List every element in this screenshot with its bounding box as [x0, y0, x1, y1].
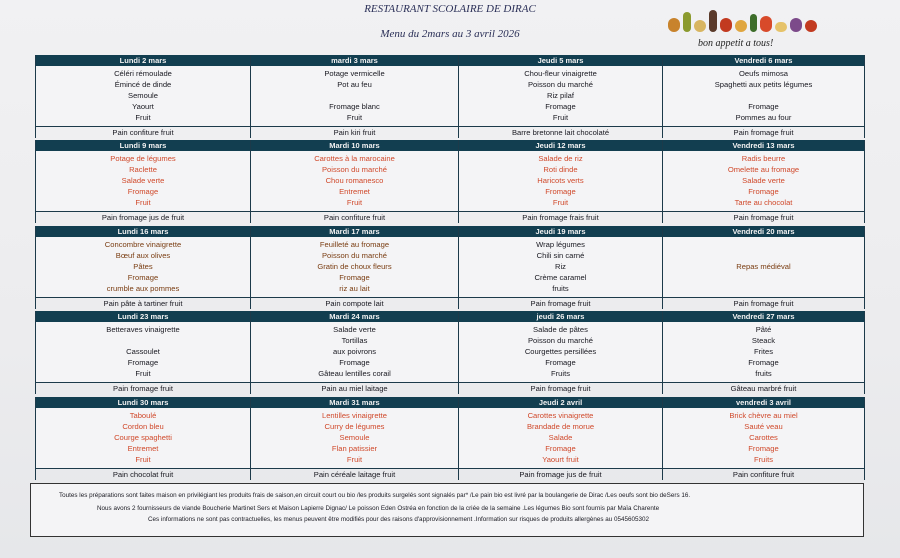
- day-cell: [662, 140, 865, 223]
- menu-item: Gratin de choux fleurs: [317, 262, 392, 271]
- menu-item: Salade verte: [333, 325, 376, 334]
- menu-item: Fromage: [339, 273, 370, 282]
- menu-item: Chou-fleur vinaigrette: [524, 69, 597, 78]
- menu-item: Fromage: [545, 444, 576, 453]
- footer-line-3: Ces informations ne sont pas contractuelles, les menus peuvent être modifiés pour des raisons d'approvisionnement .Information sur risques de produits allergènes au 0545605302: [148, 516, 650, 523]
- snack-label: Pain au miel laitage: [321, 384, 388, 393]
- day-menu: [251, 66, 458, 127]
- day-menu: [459, 66, 662, 127]
- menu-item: Fruit: [346, 198, 363, 207]
- day-menu: [36, 408, 250, 469]
- day-menu: [663, 322, 864, 383]
- day-menu: [36, 151, 250, 212]
- day-cell: [35, 226, 251, 309]
- day-header: Lundi 30 mars: [36, 397, 250, 408]
- day-header: Mardi 17 mars: [251, 226, 458, 237]
- day-cell: [458, 226, 663, 309]
- day-header: Jeudi 19 mars: [459, 226, 662, 237]
- menu-item: Brandade de morue: [526, 422, 595, 431]
- menu-item: Fromage: [748, 444, 779, 453]
- menu-item: Tortillas: [341, 336, 368, 345]
- day-menu: [36, 66, 250, 127]
- menu-item: Fruit: [346, 455, 363, 464]
- snack-label: Gâteau marbré fruit: [730, 384, 797, 393]
- week-row: [35, 55, 863, 138]
- day-header: mardi 3 mars: [251, 55, 458, 66]
- menu-item: Entremet: [127, 444, 159, 453]
- menu-item: Fruits: [551, 369, 570, 378]
- day-cell: [458, 140, 663, 223]
- menu-item: crumble aux pommes: [106, 284, 180, 293]
- day-cell: [662, 397, 865, 480]
- snack-label: Pain fromage fruit: [733, 299, 794, 308]
- menu-item: Omelette au fromage: [727, 165, 800, 174]
- logo: [668, 6, 828, 56]
- menu-item: Cordon bleu: [122, 422, 164, 431]
- menu-item: Frites: [754, 347, 773, 356]
- menu-item: Fruit: [346, 113, 363, 122]
- menu-item: Betteraves vinaigrette: [106, 325, 180, 334]
- menu-item: Semoule: [339, 433, 370, 442]
- snack-label: Pain kiri fruit: [333, 128, 376, 137]
- day-cell: [250, 311, 459, 394]
- day-menu: [251, 151, 458, 212]
- snack-label: Pain fromage jus de fruit: [519, 470, 602, 479]
- day-cell: [35, 140, 251, 223]
- day-cell: [662, 311, 865, 394]
- logo-slogan: bon appetit a tous!: [698, 38, 774, 49]
- menu-item: Raclette: [129, 165, 157, 174]
- day-header: Mardi 10 mars: [251, 140, 458, 151]
- menu-item: Feuilleté au fromage: [319, 240, 390, 249]
- day-cell: [458, 397, 663, 480]
- snack-label: Pain confiture fruit: [732, 470, 795, 479]
- menu-item: Yaourt fruit: [542, 455, 579, 464]
- day-header: Mardi 31 mars: [251, 397, 458, 408]
- menu-item: Fromage: [748, 102, 779, 111]
- menu-item: Roti dinde: [543, 165, 578, 174]
- menu-item: Fromage: [545, 358, 576, 367]
- menu-item: Poisson du marché: [321, 165, 387, 174]
- snack-label: Pain fromage frais fruit: [522, 213, 599, 222]
- menu-item: Riz pilaf: [546, 91, 574, 100]
- menu-item: Fruit: [552, 198, 569, 207]
- day-cell: [250, 55, 459, 138]
- day-menu: [663, 66, 864, 127]
- menu-item: Fruit: [135, 455, 151, 464]
- snack-label: Pain fromage fruit: [113, 384, 173, 393]
- week-row: [35, 140, 863, 223]
- snack-label: Pain fromage fruit: [733, 128, 794, 137]
- menu-item: Fruit: [135, 113, 151, 122]
- day-cell: [35, 311, 251, 394]
- day-cell: [35, 55, 251, 138]
- snack-label: Pain céréale laitage fruit: [313, 470, 396, 479]
- day-header: Lundi 2 mars: [36, 55, 250, 66]
- day-menu: [459, 322, 662, 383]
- day-menu: [251, 322, 458, 383]
- day-header: Lundi 16 mars: [36, 226, 250, 237]
- menu-item: fruits: [755, 369, 772, 378]
- menu-item: Chou romanesco: [325, 176, 384, 185]
- menu-item: aux poivrons: [332, 347, 377, 356]
- snack-label: Pain fromage fruit: [530, 384, 591, 393]
- menu-item: Riz: [555, 262, 566, 271]
- menu-item: Potage de légumes: [110, 154, 176, 163]
- menu-item: Fromage: [127, 187, 159, 196]
- menu-item: Haricots verts: [537, 176, 584, 185]
- menu-item: fruits: [552, 284, 569, 293]
- day-header: Jeudi 12 mars: [459, 140, 662, 151]
- menu-item: Courge spaghetti: [114, 433, 172, 442]
- day-cell: [458, 55, 663, 138]
- week-row: [35, 397, 863, 480]
- day-header: jeudi 26 mars: [459, 311, 662, 322]
- menu-item: Potage vermicelle: [324, 69, 385, 78]
- day-menu: [459, 408, 662, 469]
- menu-item: riz au lait: [339, 284, 370, 293]
- menu-item: Poisson du marché: [527, 80, 593, 89]
- menu-item: Steack: [751, 336, 776, 345]
- menu-item: Radis beurre: [741, 154, 786, 163]
- menu-item: Fruit: [135, 198, 151, 207]
- menu-item: Salade de riz: [538, 154, 583, 163]
- menu-item: Courgettes persillées: [524, 347, 597, 356]
- day-menu: [251, 237, 458, 298]
- menu-item: Entremet: [339, 187, 370, 196]
- menu-item: Taboulé: [129, 411, 157, 420]
- footer-line-2: Nous avons 2 fournisseurs de viande Boucherie Martinet Sers et Maison Lapierre Dignac/ Le poisson Eden Ostréa en fonction de la criée de la semaine .Les légumes Bio sont fournis par Maïa Charente: [97, 505, 660, 512]
- menu-item: Carottes vinaigrette: [527, 411, 594, 420]
- menu-item: Fromage: [127, 358, 159, 367]
- snack-label: Pain compote lait: [325, 299, 384, 308]
- menu-item: Fromage blanc: [329, 102, 380, 111]
- day-menu: [663, 237, 864, 298]
- menu-item: Repas médiéval: [736, 262, 791, 271]
- menu-item: Fruit: [552, 113, 569, 122]
- day-cell: [250, 397, 459, 480]
- menu-item: Fromage: [748, 358, 779, 367]
- menu-item: Semoule: [128, 91, 158, 100]
- menu-item: Tarte au chocolat: [734, 198, 793, 207]
- snack-label: Pain fromage fruit: [733, 213, 794, 222]
- footer-notes: [30, 483, 864, 537]
- menu-item: Fromage: [748, 187, 779, 196]
- menu-item: Chili sin carné: [536, 251, 585, 260]
- menu-item: Salade de pâtes: [533, 325, 588, 334]
- menu-item: Pot au feu: [337, 80, 372, 89]
- menu-item: Lentilles vinaigrette: [321, 411, 387, 420]
- day-header: Vendredi 6 mars: [663, 55, 864, 66]
- menu-item: Concombre vinaigrette: [104, 240, 182, 249]
- menu-item: Cassoulet: [126, 347, 160, 356]
- day-menu: [36, 322, 250, 383]
- day-header: Vendredi 20 mars: [663, 226, 864, 237]
- menu-item: Salade: [548, 433, 573, 442]
- menu-item: Curry de légumes: [324, 422, 385, 431]
- day-header: Lundi 23 mars: [36, 311, 250, 322]
- day-menu: [663, 151, 864, 212]
- day-header: Vendredi 13 mars: [663, 140, 864, 151]
- day-cell: [662, 226, 865, 309]
- menu-item: Céléri rémoulade: [114, 69, 172, 78]
- snack-label: Barre bretonne lait chocolaté: [511, 128, 610, 137]
- menu-item: Fromage: [545, 102, 576, 111]
- menu-item: Carottes: [749, 433, 778, 442]
- snack-label: Pain fromage jus de fruit: [101, 213, 185, 222]
- footer-line-1: Toutes les préparations sont faites maison en privilégiant les produits frais de saison,en circuit court ou bio /les produits surgelés sont signalés par* /Le pain bio est livré par la boulangerie de Dirac /Les oeufs sont bio deSers 16.: [59, 492, 691, 499]
- menu-item: Poisson du marché: [527, 336, 593, 345]
- day-menu: [459, 237, 662, 298]
- day-menu: [36, 237, 250, 298]
- menu-item: Fruit: [135, 369, 151, 378]
- day-menu: [459, 151, 662, 212]
- menu-item: Spaghetti aux petits légumes: [714, 80, 813, 89]
- week-row: [35, 311, 863, 394]
- menu-item: Poisson du marché: [321, 251, 387, 260]
- menu-item: Salade verte: [742, 176, 785, 185]
- menu-item: Gâteau lentilles corail: [318, 369, 391, 378]
- day-cell: [35, 397, 251, 480]
- menu-item: Salade verte: [121, 176, 165, 185]
- menu-item: Pommes au four: [735, 113, 792, 122]
- day-header: Jeudi 5 mars: [459, 55, 662, 66]
- page-subtitle: Menu du 2mars au 3 avril 2026: [380, 28, 520, 40]
- week-row: [35, 226, 863, 309]
- day-header: vendredi 3 avril: [663, 397, 864, 408]
- menu-item: Pâté: [755, 325, 772, 334]
- menu-item: Wrap légumes: [536, 240, 585, 249]
- snack-label: Pain confiture fruit: [112, 128, 174, 137]
- menu-item: Oeufs mimosa: [739, 69, 788, 78]
- menu-item: Carottes à la marocaine: [314, 154, 395, 163]
- day-cell: [250, 226, 459, 309]
- menu-item: Sauté veau: [744, 422, 783, 431]
- day-cell: [458, 311, 663, 394]
- day-header: Jeudi 2 avril: [459, 397, 662, 408]
- day-cell: [662, 55, 865, 138]
- snack-label: Pain confiture fruit: [323, 213, 386, 222]
- day-menu: [663, 408, 864, 469]
- menu-item: Fromage: [545, 187, 576, 196]
- snack-label: Pain fromage fruit: [530, 299, 591, 308]
- menu-item: Pâtes: [133, 262, 153, 271]
- menu-item: Fromage: [127, 273, 159, 282]
- day-header: Vendredi 27 mars: [663, 311, 864, 322]
- menu-item: Crème caramel: [534, 273, 587, 282]
- menu-table: [35, 55, 865, 480]
- menu-item: Fruits: [754, 455, 773, 464]
- day-cell: [250, 140, 459, 223]
- snack-label: Pain chocolat fruit: [112, 470, 174, 479]
- snack-label: Pain pâte à tartiner fruit: [103, 299, 183, 308]
- menu-item: Brick chèvre au miel: [729, 411, 798, 420]
- menu-item: Fromage: [339, 358, 370, 367]
- menu-item: Flan patissier: [331, 444, 378, 453]
- menu-item: Émincé de dinde: [114, 80, 172, 89]
- day-header: Mardi 24 mars: [251, 311, 458, 322]
- day-menu: [251, 408, 458, 469]
- fruit-vegetable-illustration-icon: [668, 6, 828, 32]
- page-title: RESTAURANT SCOLAIRE DE DIRAC: [364, 3, 536, 15]
- day-header: Lundi 9 mars: [36, 140, 250, 151]
- menu-item: Yaourt: [132, 102, 154, 111]
- menu-item: Bœuf aux olives: [115, 251, 171, 260]
